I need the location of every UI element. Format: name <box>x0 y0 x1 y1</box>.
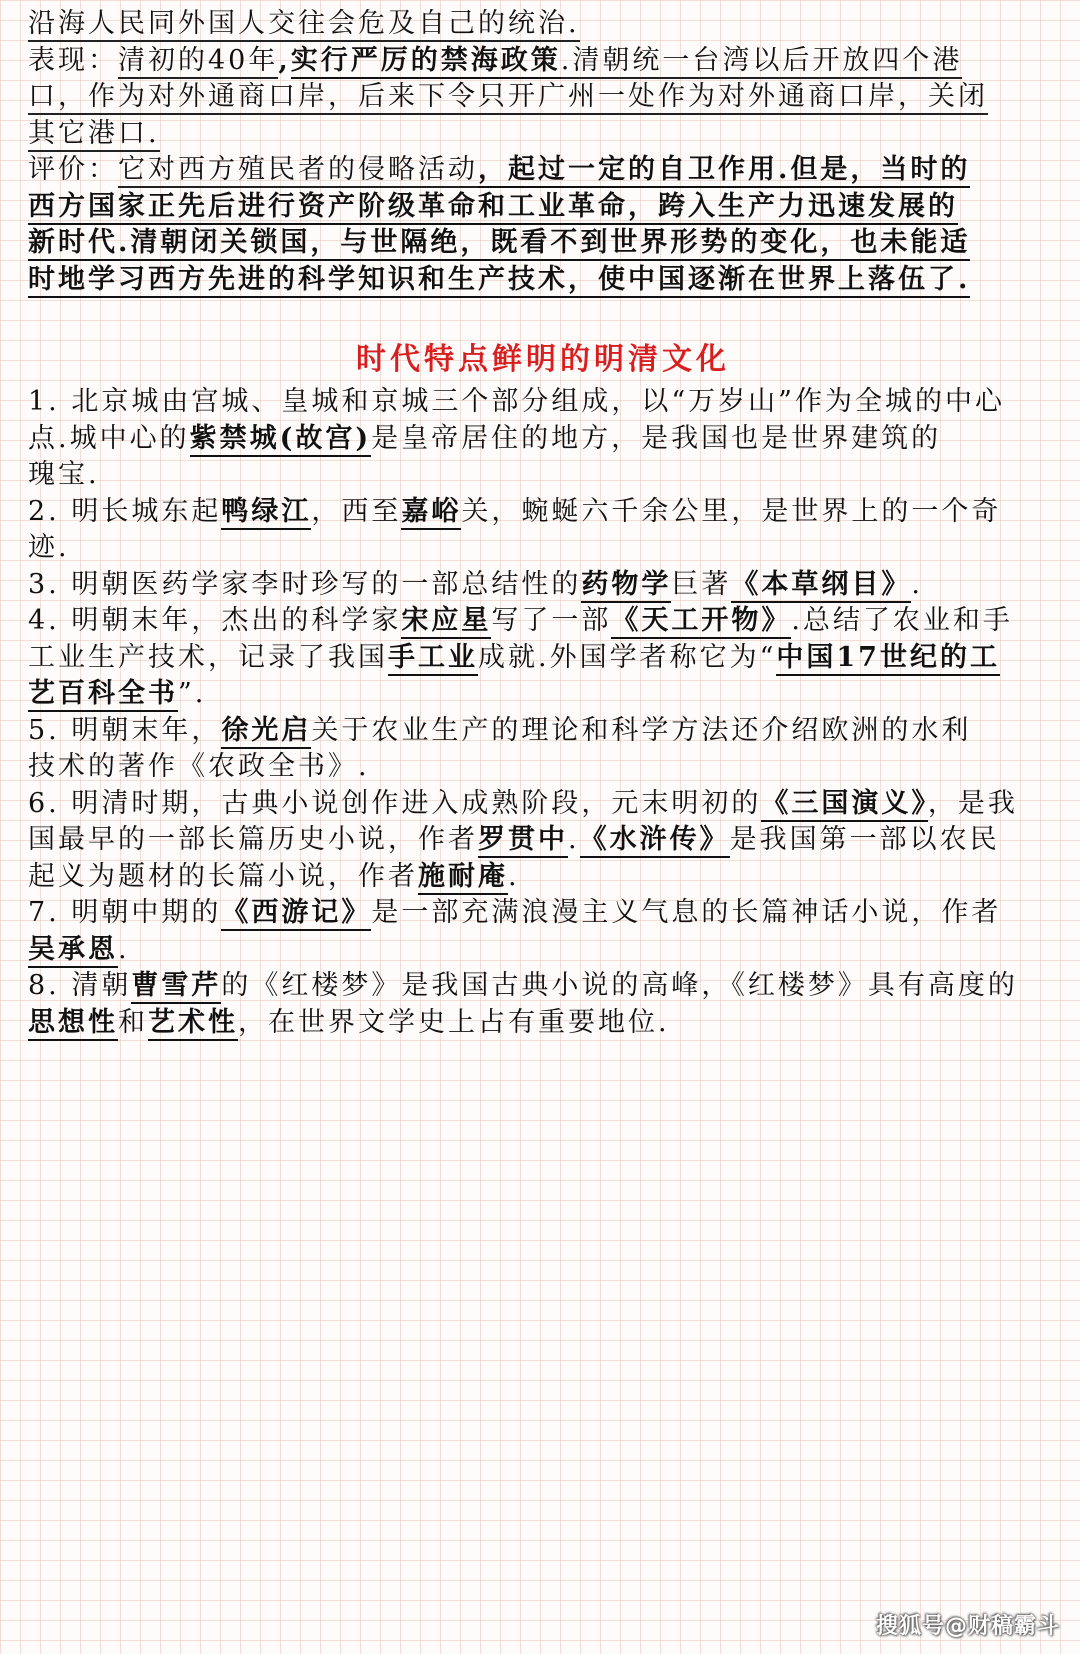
intro-line-1 <box>28 6 1058 43</box>
item-text: . <box>118 933 130 965</box>
key-term: 思想性 <box>28 1007 118 1041</box>
item-line <box>28 640 1058 677</box>
item-text: 8. 清朝 <box>28 970 132 1001</box>
item-text: . <box>911 568 923 600</box>
list-item-3 <box>28 567 1058 604</box>
item-line <box>28 530 1058 567</box>
item-text: 2. 明长城东起 <box>28 495 222 527</box>
key-term: 艺百科全书 <box>28 678 178 712</box>
list-item-4 <box>28 603 1058 640</box>
intro-text: , <box>278 44 291 76</box>
item-text: . <box>508 860 520 892</box>
intro-line-6 <box>28 189 1058 226</box>
intro-text: 沿海人民同外国人交往会危及自己的统治. <box>28 8 580 42</box>
item-text: 瑰宝. <box>28 459 100 490</box>
section-title: 时代特点鲜明的明清文化 <box>356 342 730 377</box>
list-item-2 <box>28 494 1058 531</box>
key-term: 药物学 <box>581 569 671 603</box>
key-term: 宋应星 <box>401 605 491 639</box>
item-text: 6. 明清时期，古典小说创作进入成熟阶段，元末明初的 <box>28 787 762 819</box>
item-text: 4. 明朝末年，杰出的科学家 <box>28 605 402 636</box>
key-term: 中国17世纪的工 <box>776 642 1000 676</box>
key-term: 《本草纲目》 <box>731 569 911 603</box>
watermark: 搜狐号@财稿霸斗 <box>875 1614 1060 1639</box>
item-text: .总结了农业和手 <box>791 605 1013 636</box>
item-text: 技术的著作《农政全书》. <box>28 751 370 782</box>
evaluation-line <box>28 152 1058 189</box>
key-term: 罗贯中 <box>478 824 568 858</box>
item-text: 工业生产技术，记录了我国 <box>28 641 388 673</box>
item-line <box>28 421 1058 458</box>
key-phrase: 时地学习西方先进的科学知识和生产技术，使中国逐渐在世界上落伍了. <box>28 264 970 298</box>
item-text: 是皇帝居住的地方，是我国也是世界建筑的 <box>371 422 942 454</box>
key-term: 艺术性 <box>148 1007 238 1041</box>
key-term: 《天工开物》 <box>611 605 791 639</box>
intro-text: 它对西方殖民者的侵略活动 <box>118 154 478 188</box>
performance-label: 表现： <box>28 44 118 76</box>
item-line <box>28 457 1058 494</box>
item-text: 巨著 <box>671 568 732 600</box>
item-line <box>28 822 1058 859</box>
list-item-5 <box>28 713 1058 750</box>
item-text: 和 <box>118 1006 148 1038</box>
item-text: ，在世界文学史上占有重要地位. <box>238 1006 670 1038</box>
item-text: 是一部充满浪漫主义气息的长篇神话小说，作者 <box>371 897 1002 928</box>
key-term: 鸭绿江 <box>221 496 311 530</box>
key-term: 吴承恩 <box>28 934 118 968</box>
key-phrase: 新时代.清朝闭关锁国，与世隔绝，既看不到世界形势的变化，也未能适 <box>28 227 970 261</box>
intro-line-3 <box>28 79 1058 116</box>
key-term: 手工业 <box>388 642 478 676</box>
item-text: 起义为题材的长篇小说，作者 <box>28 860 418 892</box>
item-text: 3. 明朝医药学家李时珍写的一部总结性的 <box>28 568 582 600</box>
intro-line-7 <box>28 225 1058 262</box>
item-text: 是我国第一部以农民 <box>729 824 1000 855</box>
item-text: 写了一部 <box>491 605 612 636</box>
item-text: 关于农业生产的理论和科学方法还介绍欧洲的水利 <box>311 714 972 746</box>
item-text: 5. 明朝末年， <box>28 714 222 746</box>
list-item-7 <box>28 895 1058 932</box>
key-term: 嘉峪 <box>401 496 461 530</box>
intro-text: 清初的40年 <box>118 45 278 79</box>
key-term: 紫禁城(故宫) <box>190 423 372 457</box>
notes-page <box>28 6 1058 1041</box>
item-text: 国最早的一部长篇历史小说，作者 <box>28 824 478 855</box>
item-text: 成就.外国学者称它为“ <box>478 641 777 673</box>
item-line <box>28 1005 1058 1042</box>
item-line <box>28 932 1058 969</box>
list-item-6 <box>28 786 1058 823</box>
item-text: 关，蜿蜒六千余公里，是世界上的一个奇 <box>461 495 1002 527</box>
item-text: 点.城中心的 <box>28 422 190 454</box>
key-term: 曹雪芹 <box>131 970 221 1004</box>
item-text: 1. 北京城由宫城、皇城和京城三个部分组成，以“万岁山”作为全城的中心 <box>28 386 1005 417</box>
key-term: 《三国演义》 <box>761 788 928 822</box>
performance-line <box>28 43 1058 80</box>
key-phrase: ，起过一定的自卫作用.但是，当时的 <box>478 154 970 188</box>
key-phrase: 实行严厉的禁海政策 <box>291 45 561 79</box>
intro-text: 其它港口. <box>28 118 160 152</box>
evaluation-label: 评价： <box>28 154 118 185</box>
key-term: 徐光启 <box>221 715 311 749</box>
item-text: . <box>568 824 580 855</box>
item-line <box>28 749 1058 786</box>
intro-text: .清朝统一台湾以后开放四个港 <box>561 45 963 79</box>
item-line <box>28 859 1058 896</box>
intro-text: 口，作为对外通商口岸，后来下令只开广州一处作为对外通商口岸，关闭 <box>28 81 988 115</box>
list-item-8 <box>28 968 1058 1005</box>
item-text: ，西至 <box>311 495 402 527</box>
key-phrase: 西方国家正先后进行资产阶级革命和工业革命，跨入生产力迅速发展的 <box>28 191 958 225</box>
item-text: 的《红楼梦》是我国古典小说的高峰，《红楼梦》具有高度的 <box>221 970 1018 1001</box>
key-term: 施耐庵 <box>418 861 508 895</box>
key-term: 《西游记》 <box>221 897 371 931</box>
item-line <box>28 676 1058 713</box>
intro-line-4 <box>28 116 1058 153</box>
item-text: 7. 明朝中期的 <box>28 897 222 928</box>
intro-line-8 <box>28 262 1058 299</box>
item-text: 迹. <box>28 532 70 563</box>
item-text: ”. <box>178 678 207 709</box>
key-term: 《水浒传》 <box>580 824 730 858</box>
item-text: ，是我 <box>927 787 1018 819</box>
list-item-1 <box>28 384 1058 421</box>
